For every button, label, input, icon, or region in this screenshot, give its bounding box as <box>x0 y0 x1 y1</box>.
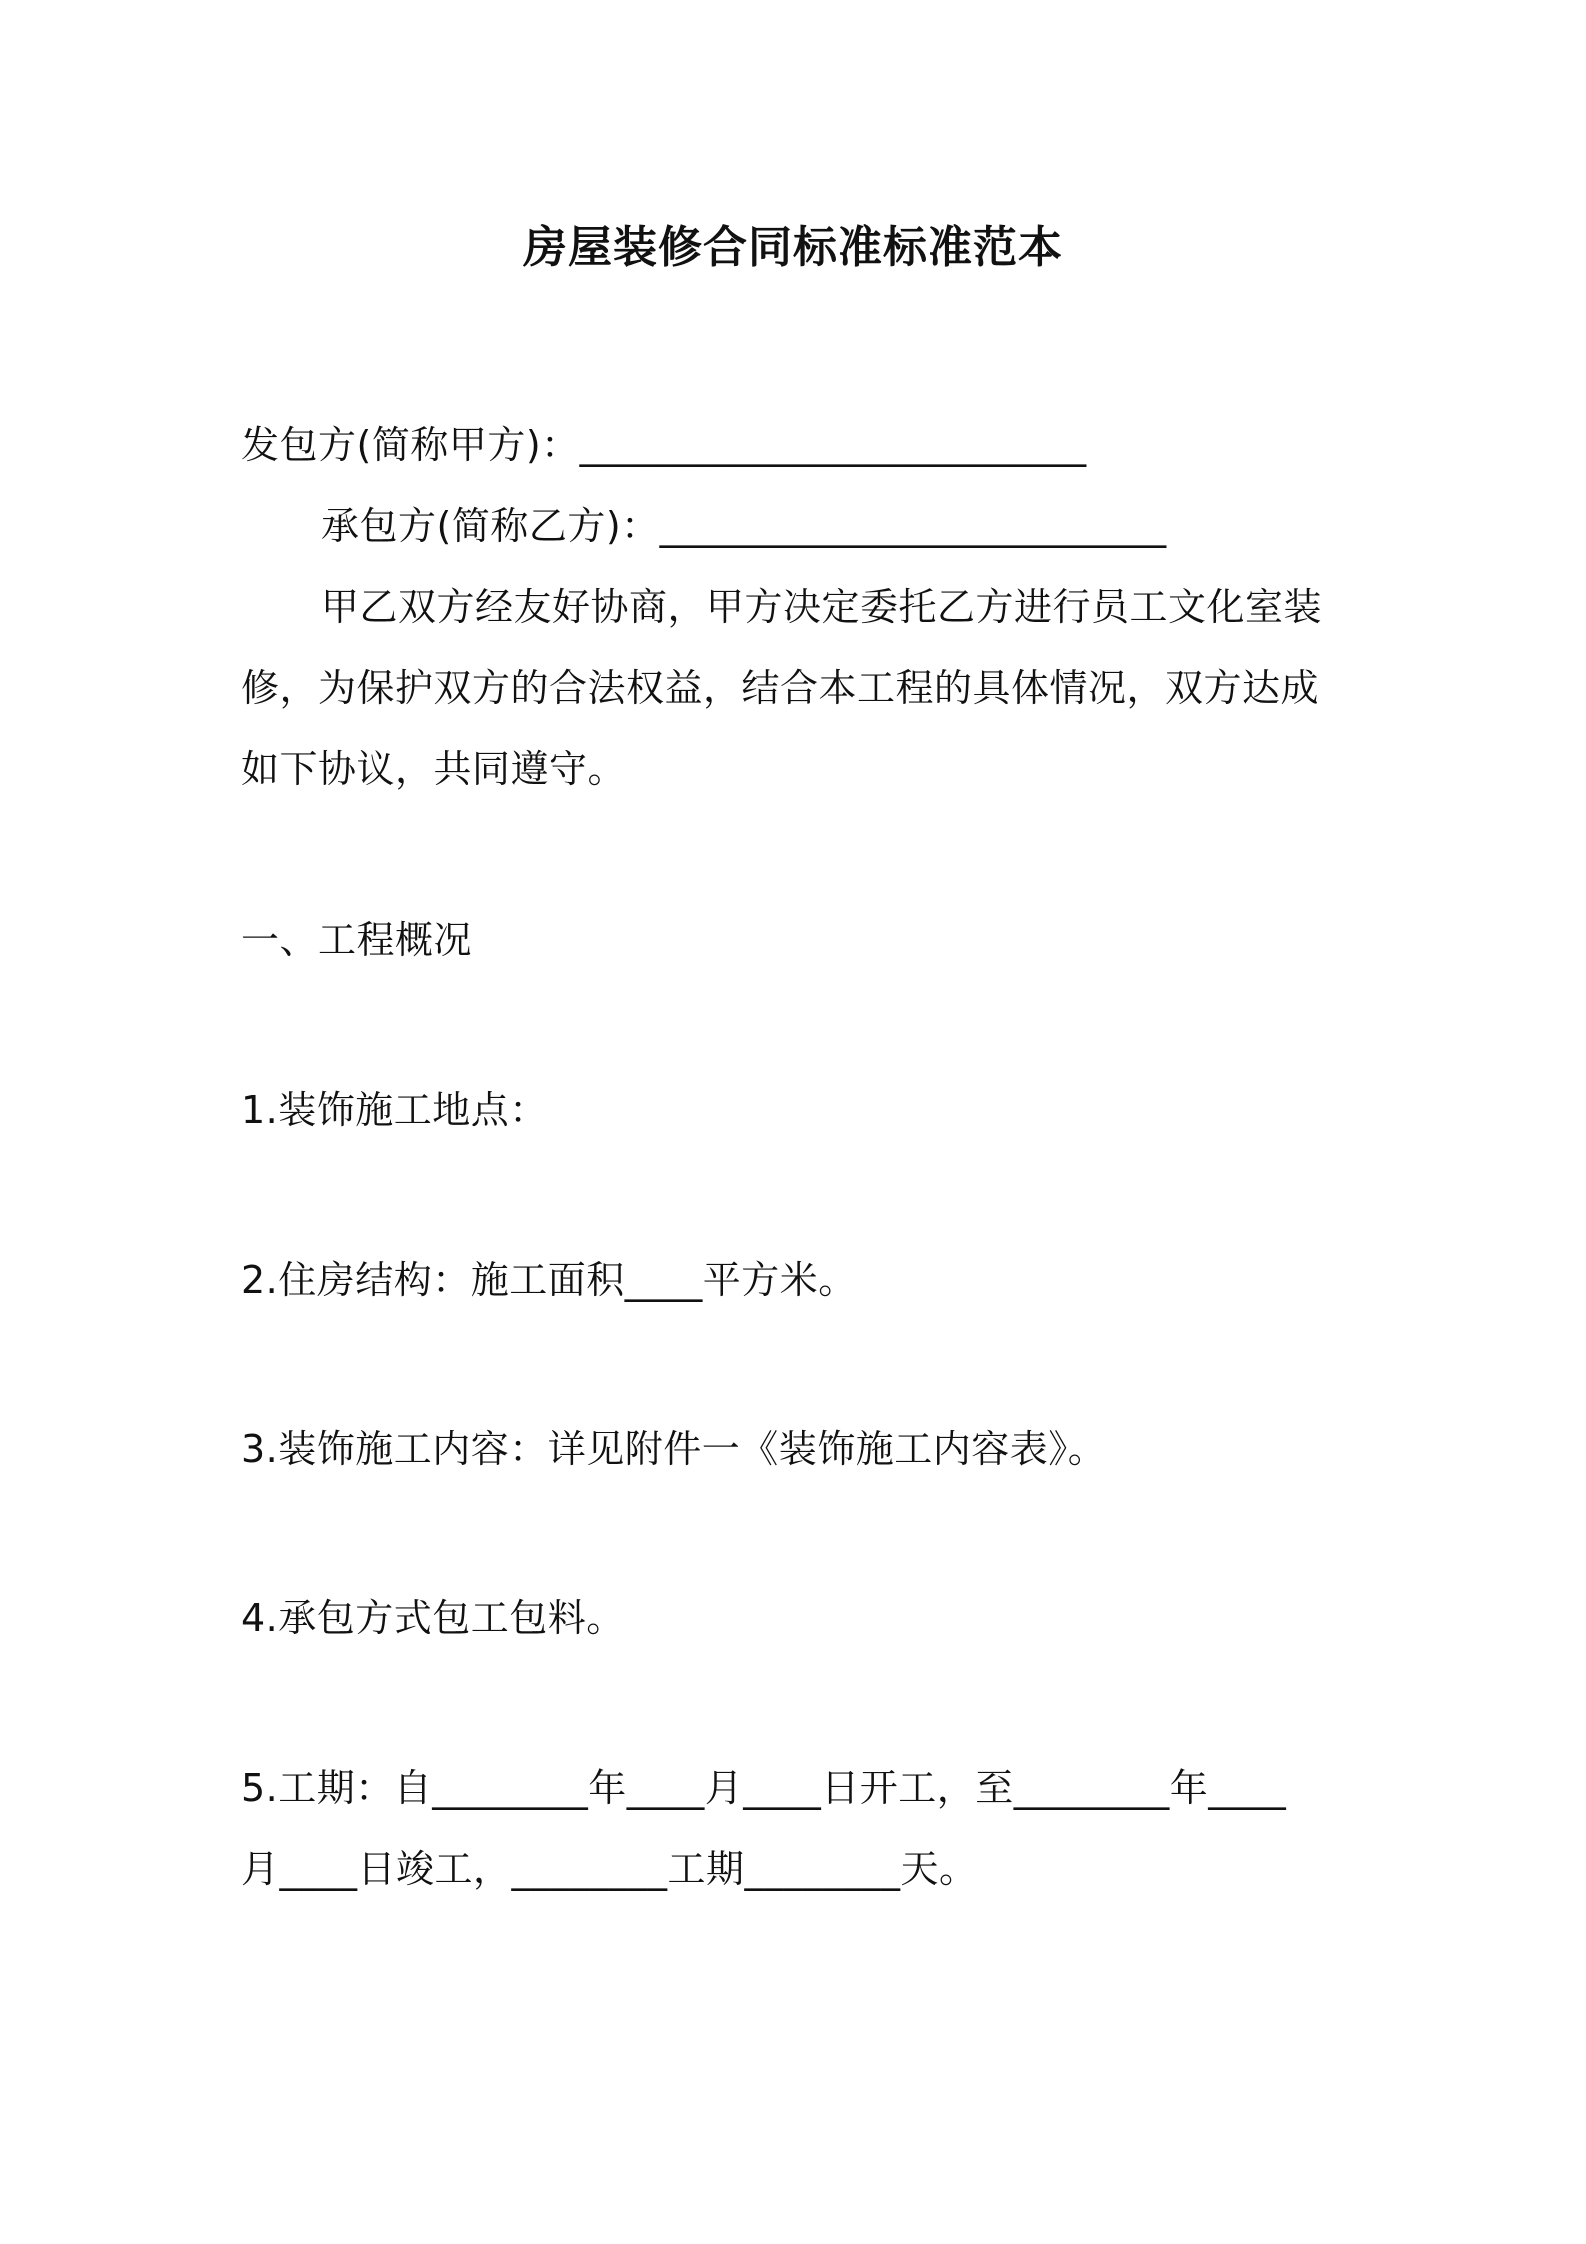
item-housing-structure: 2.住房结构：施工面积____平方米。 <box>241 1258 857 1302</box>
party-a-line: 发包方(简称甲方)：__________________________ <box>241 423 1087 467</box>
intro-paragraph-line-2: 修，为保护双方的合法权益，结合本工程的具体情况，双方达成 <box>241 666 1320 710</box>
party-b-line: 承包方(简称乙方)：__________________________ <box>321 504 1167 548</box>
intro-paragraph-line-1: 甲乙双方经友好协商，甲方决定委托乙方进行员工文化室装 <box>321 585 1323 629</box>
item-schedule-line-1: 5.工期：自________年____月____日开工，至________年____ <box>241 1766 1287 1810</box>
item-construction-content: 3.装饰施工内容：详见附件一《装饰施工内容表》。 <box>241 1427 1107 1471</box>
intro-paragraph-line-3: 如下协议，共同遵守。 <box>241 747 627 791</box>
item-contract-method: 4.承包方式包工包料。 <box>241 1596 625 1640</box>
document-title: 房屋装修合同标准标准范本 <box>523 222 1063 273</box>
section-heading: 一、工程概况 <box>241 918 473 962</box>
item-schedule-line-2: 月____日竣工，________工期________天。 <box>241 1847 978 1891</box>
item-construction-location: 1.装饰施工地点： <box>241 1088 548 1132</box>
